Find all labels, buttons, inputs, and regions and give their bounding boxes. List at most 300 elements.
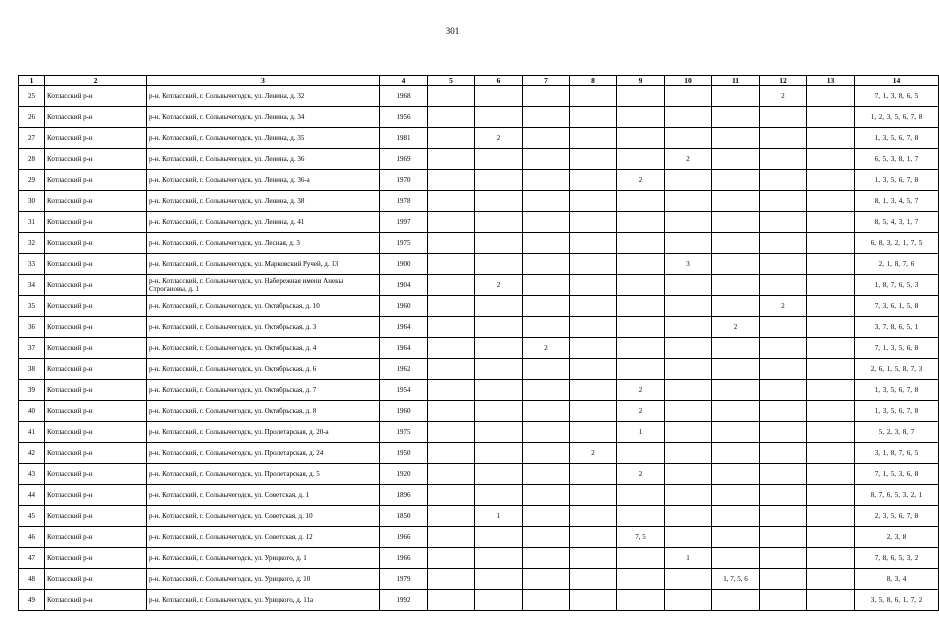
cell-col-5 <box>428 380 475 401</box>
cell-col-10 <box>665 527 712 548</box>
cell-col-12 <box>760 569 807 590</box>
cell-row-number: 45 <box>19 506 45 527</box>
column-header-4: 4 <box>380 76 428 86</box>
cell-col-10 <box>665 359 712 380</box>
cell-col-12 <box>760 464 807 485</box>
cell-col-5 <box>428 527 475 548</box>
table-row <box>19 401 939 422</box>
column-header-14: 14 <box>855 76 939 86</box>
cell-col-10 <box>665 464 712 485</box>
cell-col-11 <box>712 590 760 611</box>
cell-col-5 <box>428 275 475 296</box>
table-row <box>19 233 939 254</box>
cell-col-8 <box>570 254 617 275</box>
cell-col-12 <box>760 212 807 233</box>
cell-address: р-н. Котласский, г. Сольвычегодск, ул. Урицкого, д. 11а <box>147 590 380 611</box>
cell-col-13 <box>807 86 855 107</box>
cell-row-number: 37 <box>19 338 45 359</box>
cell-address: р-н. Котласский, г. Сольвычегодск, ул. Ленина, д. 41 <box>147 212 380 233</box>
cell-address: р-н. Котласский, г. Сольвычегодск, ул. Октябрьская, д. 7 <box>147 380 380 401</box>
cell-col-10 <box>665 275 712 296</box>
cell-col-5 <box>428 233 475 254</box>
cell-col-8 <box>570 86 617 107</box>
cell-col-10 <box>665 107 712 128</box>
cell-col-14: 1, 2, 3, 5, 6, 7, 8 <box>855 107 939 128</box>
table-row <box>19 485 939 506</box>
cell-col-12 <box>760 443 807 464</box>
cell-row-number: 49 <box>19 590 45 611</box>
cell-col-11 <box>712 212 760 233</box>
cell-col-13 <box>807 464 855 485</box>
cell-address: р-н. Котласский, г. Сольвычегодск, ул. Октябрьская, д. 8 <box>147 401 380 422</box>
cell-col-14: 1, 8, 7, 6, 5, 3 <box>855 275 939 296</box>
cell-year: 1978 <box>380 191 428 212</box>
cell-col-7 <box>523 296 570 317</box>
cell-year: 1900 <box>380 254 428 275</box>
cell-year: 1969 <box>380 149 428 170</box>
cell-col-14: 7, 1, 3, 8, 6, 5 <box>855 86 939 107</box>
cell-col-14: 6, 5, 3, 8, 1, 7 <box>855 149 939 170</box>
cell-col-7 <box>523 212 570 233</box>
cell-address: р-н. Котласский, г. Сольвычегодск, ул. Пролетарская, д. 5 <box>147 464 380 485</box>
cell-col-14: 8, 3, 4 <box>855 569 939 590</box>
cell-col-8: 2 <box>570 443 617 464</box>
cell-col-10 <box>665 380 712 401</box>
cell-col-10 <box>665 422 712 443</box>
cell-col-13 <box>807 359 855 380</box>
cell-col-9 <box>617 296 665 317</box>
cell-address: р-н. Котласский, г. Сольвычегодск, ул. Советская, д. 10 <box>147 506 380 527</box>
cell-col-12 <box>760 401 807 422</box>
cell-col-6: 2 <box>475 128 523 149</box>
cell-col-11 <box>712 380 760 401</box>
cell-district: Котласский р-н <box>45 254 147 275</box>
cell-col-5 <box>428 401 475 422</box>
cell-col-13 <box>807 170 855 191</box>
cell-year: 1966 <box>380 527 428 548</box>
cell-col-12 <box>760 506 807 527</box>
cell-col-11 <box>712 233 760 254</box>
cell-col-9 <box>617 128 665 149</box>
cell-row-number: 28 <box>19 149 45 170</box>
cell-col-7 <box>523 275 570 296</box>
cell-col-5 <box>428 296 475 317</box>
cell-district: Котласский р-н <box>45 233 147 254</box>
cell-col-9 <box>617 548 665 569</box>
cell-col-11 <box>712 149 760 170</box>
cell-address: р-н. Котласский, г. Сольвычегодск, ул. Октябрьская, д. 4 <box>147 338 380 359</box>
cell-row-number: 39 <box>19 380 45 401</box>
cell-row-number: 32 <box>19 233 45 254</box>
cell-col-13 <box>807 149 855 170</box>
cell-col-10 <box>665 128 712 149</box>
column-header-3: 3 <box>147 76 380 86</box>
cell-col-12 <box>760 338 807 359</box>
cell-col-11 <box>712 296 760 317</box>
cell-col-7 <box>523 401 570 422</box>
cell-col-14: 8, 1, 3, 4, 5, 7 <box>855 191 939 212</box>
cell-district: Котласский р-н <box>45 548 147 569</box>
cell-year: 1970 <box>380 170 428 191</box>
cell-col-7 <box>523 506 570 527</box>
cell-col-8 <box>570 107 617 128</box>
cell-col-6 <box>475 338 523 359</box>
cell-col-10 <box>665 506 712 527</box>
cell-col-9 <box>617 191 665 212</box>
cell-district: Котласский р-н <box>45 128 147 149</box>
cell-col-13 <box>807 569 855 590</box>
cell-col-5 <box>428 86 475 107</box>
cell-col-8 <box>570 380 617 401</box>
cell-district: Котласский р-н <box>45 422 147 443</box>
cell-col-10 <box>665 338 712 359</box>
table-row <box>19 443 939 464</box>
cell-col-11 <box>712 338 760 359</box>
cell-col-14: 7, 3, 6, 1, 5, 8 <box>855 296 939 317</box>
cell-district: Котласский р-н <box>45 170 147 191</box>
cell-year: 1964 <box>380 317 428 338</box>
cell-district: Котласский р-н <box>45 149 147 170</box>
cell-col-6 <box>475 170 523 191</box>
table-row <box>19 128 939 149</box>
cell-col-14: 5, 2, 3, 8, 7 <box>855 422 939 443</box>
cell-col-10 <box>665 317 712 338</box>
cell-col-13 <box>807 527 855 548</box>
cell-col-10 <box>665 170 712 191</box>
cell-year: 1992 <box>380 590 428 611</box>
cell-year: 1968 <box>380 86 428 107</box>
cell-col-10 <box>665 233 712 254</box>
cell-col-14: 1, 3, 5, 6, 7, 8 <box>855 128 939 149</box>
column-header-10: 10 <box>665 76 712 86</box>
cell-address: р-н. Котласский, г. Сольвычегодск, ул. Пролетарская, д. 20-а <box>147 422 380 443</box>
column-header-2: 2 <box>45 76 147 86</box>
cell-col-12 <box>760 107 807 128</box>
cell-address: р-н. Котласский, г. Сольвычегодск, ул. Советская, д. 12 <box>147 527 380 548</box>
cell-district: Котласский р-н <box>45 506 147 527</box>
cell-col-11 <box>712 527 760 548</box>
cell-col-10 <box>665 443 712 464</box>
cell-col-10 <box>665 401 712 422</box>
cell-col-5 <box>428 443 475 464</box>
cell-col-13 <box>807 548 855 569</box>
cell-col-7: 2 <box>523 338 570 359</box>
cell-address: р-н. Котласский, г. Сольвычегодск, ул. Ленина, д. 36-а <box>147 170 380 191</box>
cell-col-6 <box>475 233 523 254</box>
cell-col-13 <box>807 254 855 275</box>
column-header-11: 11 <box>712 76 760 86</box>
table-row <box>19 149 939 170</box>
cell-col-12: 2 <box>760 86 807 107</box>
cell-col-6 <box>475 443 523 464</box>
cell-district: Котласский р-н <box>45 401 147 422</box>
cell-col-12 <box>760 590 807 611</box>
cell-year: 1975 <box>380 422 428 443</box>
cell-col-8 <box>570 128 617 149</box>
table-row <box>19 569 939 590</box>
cell-col-6 <box>475 86 523 107</box>
cell-col-6 <box>475 359 523 380</box>
cell-col-11 <box>712 506 760 527</box>
cell-row-number: 27 <box>19 128 45 149</box>
cell-col-14: 3, 5, 8, 6, 1, 7, 2 <box>855 590 939 611</box>
cell-col-14: 2, 3, 5, 6, 7, 8 <box>855 506 939 527</box>
cell-district: Котласский р-н <box>45 86 147 107</box>
cell-col-13 <box>807 233 855 254</box>
table-row <box>19 212 939 233</box>
cell-col-11 <box>712 485 760 506</box>
cell-row-number: 46 <box>19 527 45 548</box>
cell-col-13 <box>807 506 855 527</box>
cell-col-12 <box>760 149 807 170</box>
cell-col-5 <box>428 422 475 443</box>
cell-row-number: 35 <box>19 296 45 317</box>
cell-col-6 <box>475 401 523 422</box>
table-row <box>19 380 939 401</box>
cell-row-number: 43 <box>19 464 45 485</box>
cell-col-5 <box>428 464 475 485</box>
cell-district: Котласский р-н <box>45 191 147 212</box>
table-row <box>19 170 939 191</box>
cell-col-7 <box>523 569 570 590</box>
cell-district: Котласский р-н <box>45 464 147 485</box>
cell-year: 1850 <box>380 506 428 527</box>
cell-address: р-н. Котласский, г. Сольвычегодск, ул. Пролетарская, д. 24 <box>147 443 380 464</box>
cell-col-11 <box>712 464 760 485</box>
page-number: 301 <box>445 26 460 36</box>
cell-district: Котласский р-н <box>45 569 147 590</box>
table-row <box>19 464 939 485</box>
cell-col-9 <box>617 443 665 464</box>
cell-year: 1950 <box>380 443 428 464</box>
cell-col-11 <box>712 254 760 275</box>
cell-col-13 <box>807 443 855 464</box>
cell-col-8 <box>570 212 617 233</box>
cell-district: Котласский р-н <box>45 107 147 128</box>
cell-col-8 <box>570 548 617 569</box>
cell-col-5 <box>428 359 475 380</box>
cell-col-8 <box>570 527 617 548</box>
cell-col-9: 2 <box>617 380 665 401</box>
cell-col-14: 8, 5, 4, 3, 1, 7 <box>855 212 939 233</box>
cell-year: 1997 <box>380 212 428 233</box>
cell-address: р-н. Котласский, г. Сольвычегодск, ул. Ленина, д. 32 <box>147 86 380 107</box>
cell-col-9 <box>617 254 665 275</box>
cell-col-12 <box>760 170 807 191</box>
cell-col-10: 2 <box>665 149 712 170</box>
table-row <box>19 338 939 359</box>
cell-col-8 <box>570 317 617 338</box>
cell-col-6 <box>475 317 523 338</box>
cell-col-8 <box>570 590 617 611</box>
cell-col-12 <box>760 380 807 401</box>
cell-col-11: 2 <box>712 317 760 338</box>
cell-col-7 <box>523 359 570 380</box>
cell-col-10 <box>665 296 712 317</box>
cell-col-12 <box>760 317 807 338</box>
cell-col-11 <box>712 107 760 128</box>
cell-col-11 <box>712 275 760 296</box>
cell-col-6 <box>475 569 523 590</box>
cell-col-6 <box>475 464 523 485</box>
cell-col-6 <box>475 149 523 170</box>
cell-col-5 <box>428 590 475 611</box>
cell-col-9 <box>617 359 665 380</box>
column-header-8: 8 <box>570 76 617 86</box>
cell-col-5 <box>428 548 475 569</box>
column-header-13: 13 <box>807 76 855 86</box>
cell-col-12 <box>760 233 807 254</box>
cell-col-9: 2 <box>617 170 665 191</box>
cell-col-14: 1, 3, 5, 6, 7, 8 <box>855 380 939 401</box>
cell-address: р-н. Котласский, г. Сольвычегодск, ул. Марковский Ручей, д. 13 <box>147 254 380 275</box>
cell-col-5 <box>428 506 475 527</box>
cell-col-5 <box>428 170 475 191</box>
cell-col-7 <box>523 422 570 443</box>
cell-col-8 <box>570 506 617 527</box>
cell-col-7 <box>523 380 570 401</box>
cell-col-11 <box>712 170 760 191</box>
cell-col-7 <box>523 128 570 149</box>
cell-col-9 <box>617 590 665 611</box>
cell-col-9 <box>617 107 665 128</box>
cell-col-6 <box>475 590 523 611</box>
cell-col-9 <box>617 149 665 170</box>
cell-col-9 <box>617 275 665 296</box>
cell-col-13 <box>807 296 855 317</box>
cell-col-9 <box>617 338 665 359</box>
cell-col-9 <box>617 212 665 233</box>
table-row <box>19 191 939 212</box>
cell-col-13 <box>807 401 855 422</box>
column-header-7: 7 <box>523 76 570 86</box>
cell-district: Котласский р-н <box>45 590 147 611</box>
table-body <box>19 86 939 611</box>
cell-row-number: 29 <box>19 170 45 191</box>
cell-col-14: 2, 6, 1, 5, 8, 7, 3 <box>855 359 939 380</box>
cell-address: р-н. Котласский, г. Сольвычегодск, ул. Ленина, д. 36 <box>147 149 380 170</box>
cell-row-number: 38 <box>19 359 45 380</box>
cell-col-13 <box>807 338 855 359</box>
cell-col-10 <box>665 569 712 590</box>
table-row <box>19 548 939 569</box>
cell-col-12: 2 <box>760 296 807 317</box>
cell-col-9: 2 <box>617 464 665 485</box>
cell-col-13 <box>807 107 855 128</box>
cell-col-8 <box>570 149 617 170</box>
cell-col-5 <box>428 254 475 275</box>
cell-col-14: 7, 8, 6, 5, 3, 2 <box>855 548 939 569</box>
cell-col-12 <box>760 359 807 380</box>
cell-col-6 <box>475 422 523 443</box>
cell-year: 1981 <box>380 128 428 149</box>
cell-col-14: 2, 3, 8 <box>855 527 939 548</box>
cell-col-10: 1 <box>665 548 712 569</box>
cell-col-7 <box>523 527 570 548</box>
table-row <box>19 86 939 107</box>
cell-col-12 <box>760 548 807 569</box>
cell-col-5 <box>428 338 475 359</box>
cell-district: Котласский р-н <box>45 275 147 296</box>
cell-col-8 <box>570 401 617 422</box>
cell-year: 1956 <box>380 107 428 128</box>
cell-address: р-н. Котласский, г. Сольвычегодск, ул. Октябрьская, д. 10 <box>147 296 380 317</box>
cell-col-14: 7, 1, 3, 5, 6, 8 <box>855 338 939 359</box>
cell-year: 1904 <box>380 275 428 296</box>
cell-col-9 <box>617 485 665 506</box>
cell-col-6 <box>475 548 523 569</box>
cell-col-12 <box>760 485 807 506</box>
table-row <box>19 590 939 611</box>
cell-col-14: 2, 1, 8, 7, 6 <box>855 254 939 275</box>
cell-row-number: 36 <box>19 317 45 338</box>
cell-col-7 <box>523 317 570 338</box>
cell-address: р-н. Котласский, г. Сольвычегодск, ул. Урицкого, д. 10 <box>147 569 380 590</box>
cell-col-6 <box>475 107 523 128</box>
cell-year: 1964 <box>380 338 428 359</box>
cell-col-8 <box>570 296 617 317</box>
cell-address: р-н. Котласский, г. Сольвычегодск, ул. Советская, д. 1 <box>147 485 380 506</box>
cell-col-9 <box>617 233 665 254</box>
cell-col-5 <box>428 149 475 170</box>
cell-col-7 <box>523 548 570 569</box>
cell-col-8 <box>570 170 617 191</box>
cell-col-12 <box>760 275 807 296</box>
cell-col-5 <box>428 107 475 128</box>
cell-col-6 <box>475 380 523 401</box>
cell-col-5 <box>428 569 475 590</box>
cell-year: 1979 <box>380 569 428 590</box>
cell-district: Котласский р-н <box>45 380 147 401</box>
cell-col-12 <box>760 527 807 548</box>
cell-row-number: 42 <box>19 443 45 464</box>
cell-col-6 <box>475 527 523 548</box>
cell-district: Котласский р-н <box>45 212 147 233</box>
cell-year: 1954 <box>380 380 428 401</box>
cell-col-9: 2 <box>617 401 665 422</box>
cell-year: 1920 <box>380 464 428 485</box>
cell-col-6 <box>475 191 523 212</box>
cell-col-8 <box>570 569 617 590</box>
cell-year: 1966 <box>380 548 428 569</box>
cell-col-11 <box>712 128 760 149</box>
cell-col-10 <box>665 86 712 107</box>
cell-district: Котласский р-н <box>45 527 147 548</box>
cell-col-8 <box>570 485 617 506</box>
cell-col-10 <box>665 590 712 611</box>
cell-col-13 <box>807 128 855 149</box>
cell-col-9 <box>617 569 665 590</box>
cell-col-5 <box>428 212 475 233</box>
cell-col-13 <box>807 317 855 338</box>
cell-col-11: 1, 7, 5, 6 <box>712 569 760 590</box>
cell-col-7 <box>523 464 570 485</box>
cell-district: Котласский р-н <box>45 485 147 506</box>
cell-col-14: 3, 7, 8, 6, 5, 1 <box>855 317 939 338</box>
cell-year: 1960 <box>380 401 428 422</box>
cell-district: Котласский р-н <box>45 338 147 359</box>
cell-row-number: 25 <box>19 86 45 107</box>
cell-district: Котласский р-н <box>45 317 147 338</box>
table-row <box>19 527 939 548</box>
cell-col-6: 2 <box>475 275 523 296</box>
cell-col-11 <box>712 401 760 422</box>
cell-col-7 <box>523 254 570 275</box>
cell-col-11 <box>712 548 760 569</box>
cell-col-5 <box>428 128 475 149</box>
cell-col-7 <box>523 443 570 464</box>
cell-col-6 <box>475 212 523 233</box>
